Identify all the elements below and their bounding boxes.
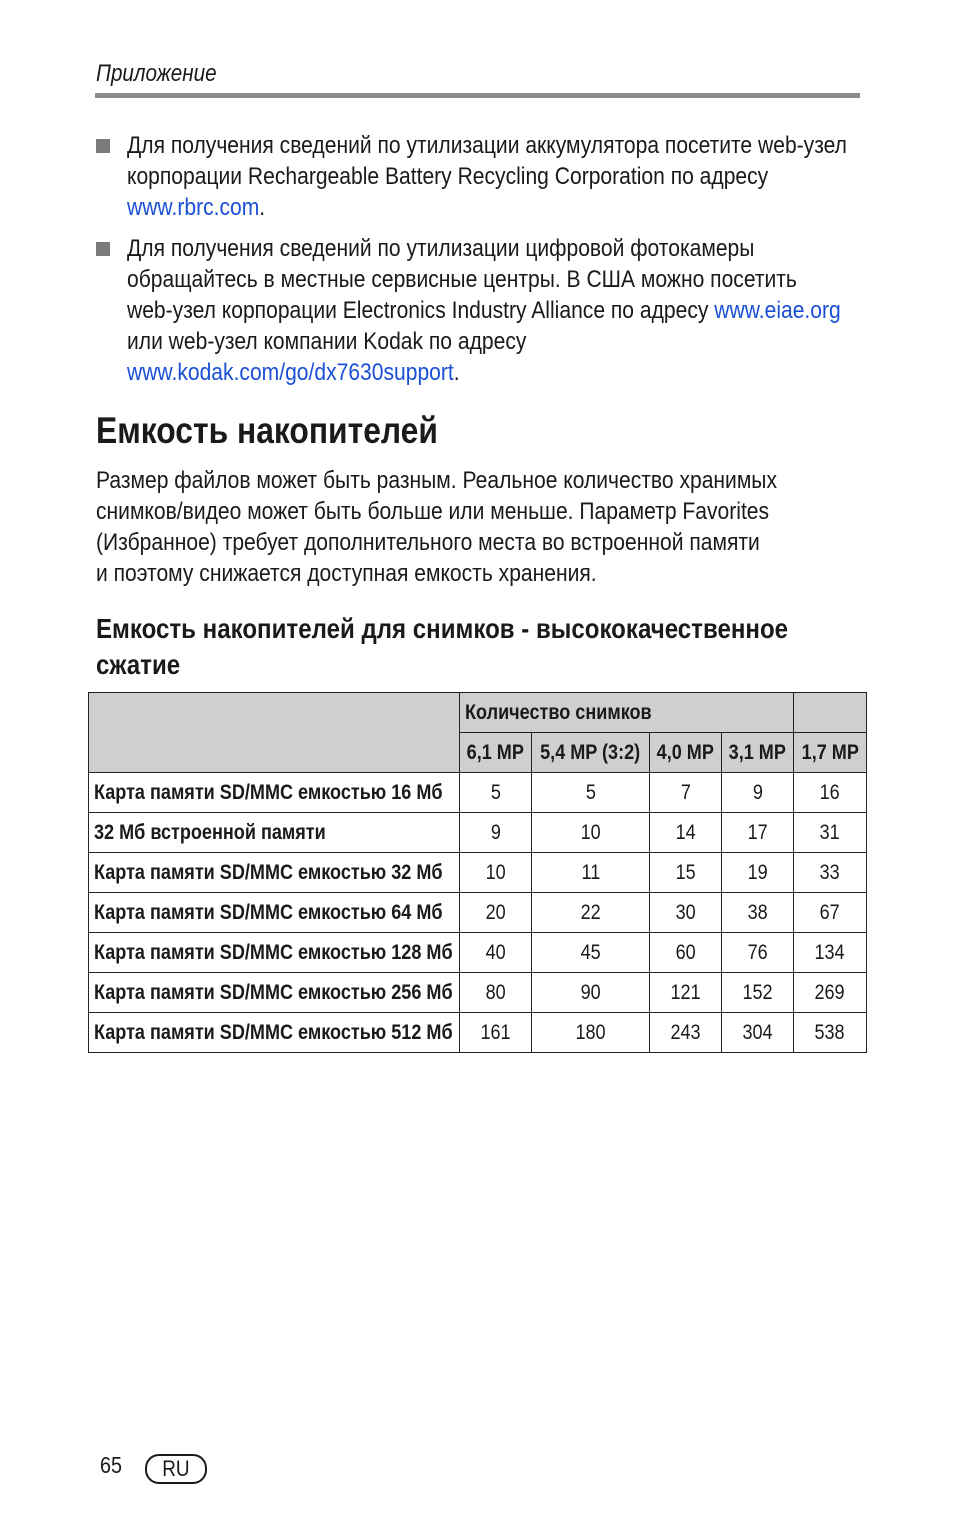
- text-line: www.kodak.com/go/dx7630support.: [127, 359, 460, 386]
- row-label: Карта памяти SD/MMC емкостью 256 Мб: [89, 973, 460, 1013]
- group-header: Количество снимков: [460, 693, 794, 733]
- table-cell: 5: [532, 773, 650, 813]
- table-cell: 161: [460, 1013, 532, 1053]
- table-cell: 45: [532, 933, 650, 973]
- table-cell: 10: [460, 853, 532, 893]
- table-row: [89, 1013, 867, 1053]
- table-row: [89, 933, 867, 973]
- table-row: [89, 853, 867, 893]
- header-blank-cell: [794, 693, 867, 733]
- header-rule: [95, 93, 860, 98]
- table-cell: 17: [722, 813, 794, 853]
- row-label: Карта памяти SD/MMC емкостью 128 Мб: [89, 933, 460, 973]
- table-header-row: [89, 693, 867, 733]
- eiae-link[interactable]: www.eiae.org: [714, 297, 841, 324]
- text-line: или web-узел компании Kodak по адресу: [127, 328, 527, 355]
- table-cell: 19: [722, 853, 794, 893]
- table-row: [89, 973, 867, 1013]
- table-row: [89, 893, 867, 933]
- table-row: [89, 813, 867, 853]
- table-cell: 7: [650, 773, 722, 813]
- square-bullet-icon: [96, 242, 110, 256]
- text-line: web-узел корпорации Electronics Industry Alliance по адресу www.eiae.org: [127, 297, 841, 324]
- square-bullet-icon: [96, 139, 110, 153]
- text-line: и поэтому снижается доступная емкость хранения.: [96, 560, 597, 587]
- header-blank-cell: [89, 693, 460, 773]
- rbrc-link[interactable]: www.rbrc.com: [127, 194, 260, 221]
- column-header: 4,0 MP: [650, 733, 722, 773]
- intro-paragraph: [96, 465, 888, 589]
- table-cell: 16: [794, 773, 867, 813]
- bullet-text: [127, 130, 954, 223]
- language-badge: RU: [145, 1454, 207, 1484]
- table-cell: 243: [650, 1013, 722, 1053]
- text-line: www.rbrc.com.: [127, 194, 266, 221]
- row-label: Карта памяти SD/MMC емкостью 16 Мб: [89, 773, 460, 813]
- table-cell: 269: [794, 973, 867, 1013]
- column-header: 1,7 MP: [794, 733, 867, 773]
- table-cell: 38: [722, 893, 794, 933]
- table-cell: 134: [794, 933, 867, 973]
- column-header: 6,1 MP: [460, 733, 532, 773]
- row-label: Карта памяти SD/MMC емкостью 512 Мб: [89, 1013, 460, 1053]
- page-title: Емкость накопителей: [96, 410, 438, 451]
- table-cell: 15: [650, 853, 722, 893]
- table-cell: 11: [532, 853, 650, 893]
- table-cell: 67: [794, 893, 867, 933]
- row-label: Карта памяти SD/MMC емкостью 64 Мб: [89, 893, 460, 933]
- text-line: Для получения сведений по утилизации цифровой фотокамеры: [127, 235, 755, 262]
- row-label: Карта памяти SD/MMC емкостью 32 Мб: [89, 853, 460, 893]
- table-body: [89, 773, 867, 1053]
- kodak-support-link[interactable]: www.kodak.com/go/dx7630support: [127, 359, 454, 386]
- table-cell: 31: [794, 813, 867, 853]
- table-cell: 33: [794, 853, 867, 893]
- table-cell: 80: [460, 973, 532, 1013]
- table-cell: 22: [532, 893, 650, 933]
- capacity-table: [88, 692, 867, 1053]
- table-cell: 20: [460, 893, 532, 933]
- column-header: 5,4 MP (3:2): [532, 733, 650, 773]
- table-cell: 121: [650, 973, 722, 1013]
- table-cell: 90: [532, 973, 650, 1013]
- table-cell: 180: [532, 1013, 650, 1053]
- table-cell: 10: [532, 813, 650, 853]
- page-number: 65: [100, 1452, 123, 1478]
- table-cell: 538: [794, 1013, 867, 1053]
- section-header: Приложение: [96, 60, 217, 87]
- row-label: 32 Мб встроенной памяти: [89, 813, 460, 853]
- table-cell: 60: [650, 933, 722, 973]
- text-line: Для получения сведений по утилизации аккумулятора посетите web-узел: [127, 132, 847, 159]
- table-cell: 40: [460, 933, 532, 973]
- table-cell: 76: [722, 933, 794, 973]
- bullet-text: [127, 233, 954, 388]
- section-subtitle: Емкость накопителей для снимков - высококачественное сжатие: [96, 613, 789, 680]
- table-cell: 9: [722, 773, 794, 813]
- table-cell: 5: [460, 773, 532, 813]
- table-row: [89, 773, 867, 813]
- table-cell: 152: [722, 973, 794, 1013]
- text-line: (Избранное) требует дополнительного места во встроенной памяти: [96, 529, 760, 556]
- text-line: корпорации Rechargeable Battery Recycling Corporation по адресу: [127, 163, 769, 190]
- column-header: 3,1 MP: [722, 733, 794, 773]
- text-line: обращайтесь в местные сервисные центры. В США можно посетить: [127, 266, 797, 293]
- table-cell: 14: [650, 813, 722, 853]
- text-line: снимков/видео может быть больше или меньше. Параметр Favorites: [96, 498, 770, 525]
- table-cell: 9: [460, 813, 532, 853]
- text-line: Размер файлов может быть разным. Реальное количество хранимых: [96, 467, 777, 494]
- table-cell: 304: [722, 1013, 794, 1053]
- table-cell: 30: [650, 893, 722, 933]
